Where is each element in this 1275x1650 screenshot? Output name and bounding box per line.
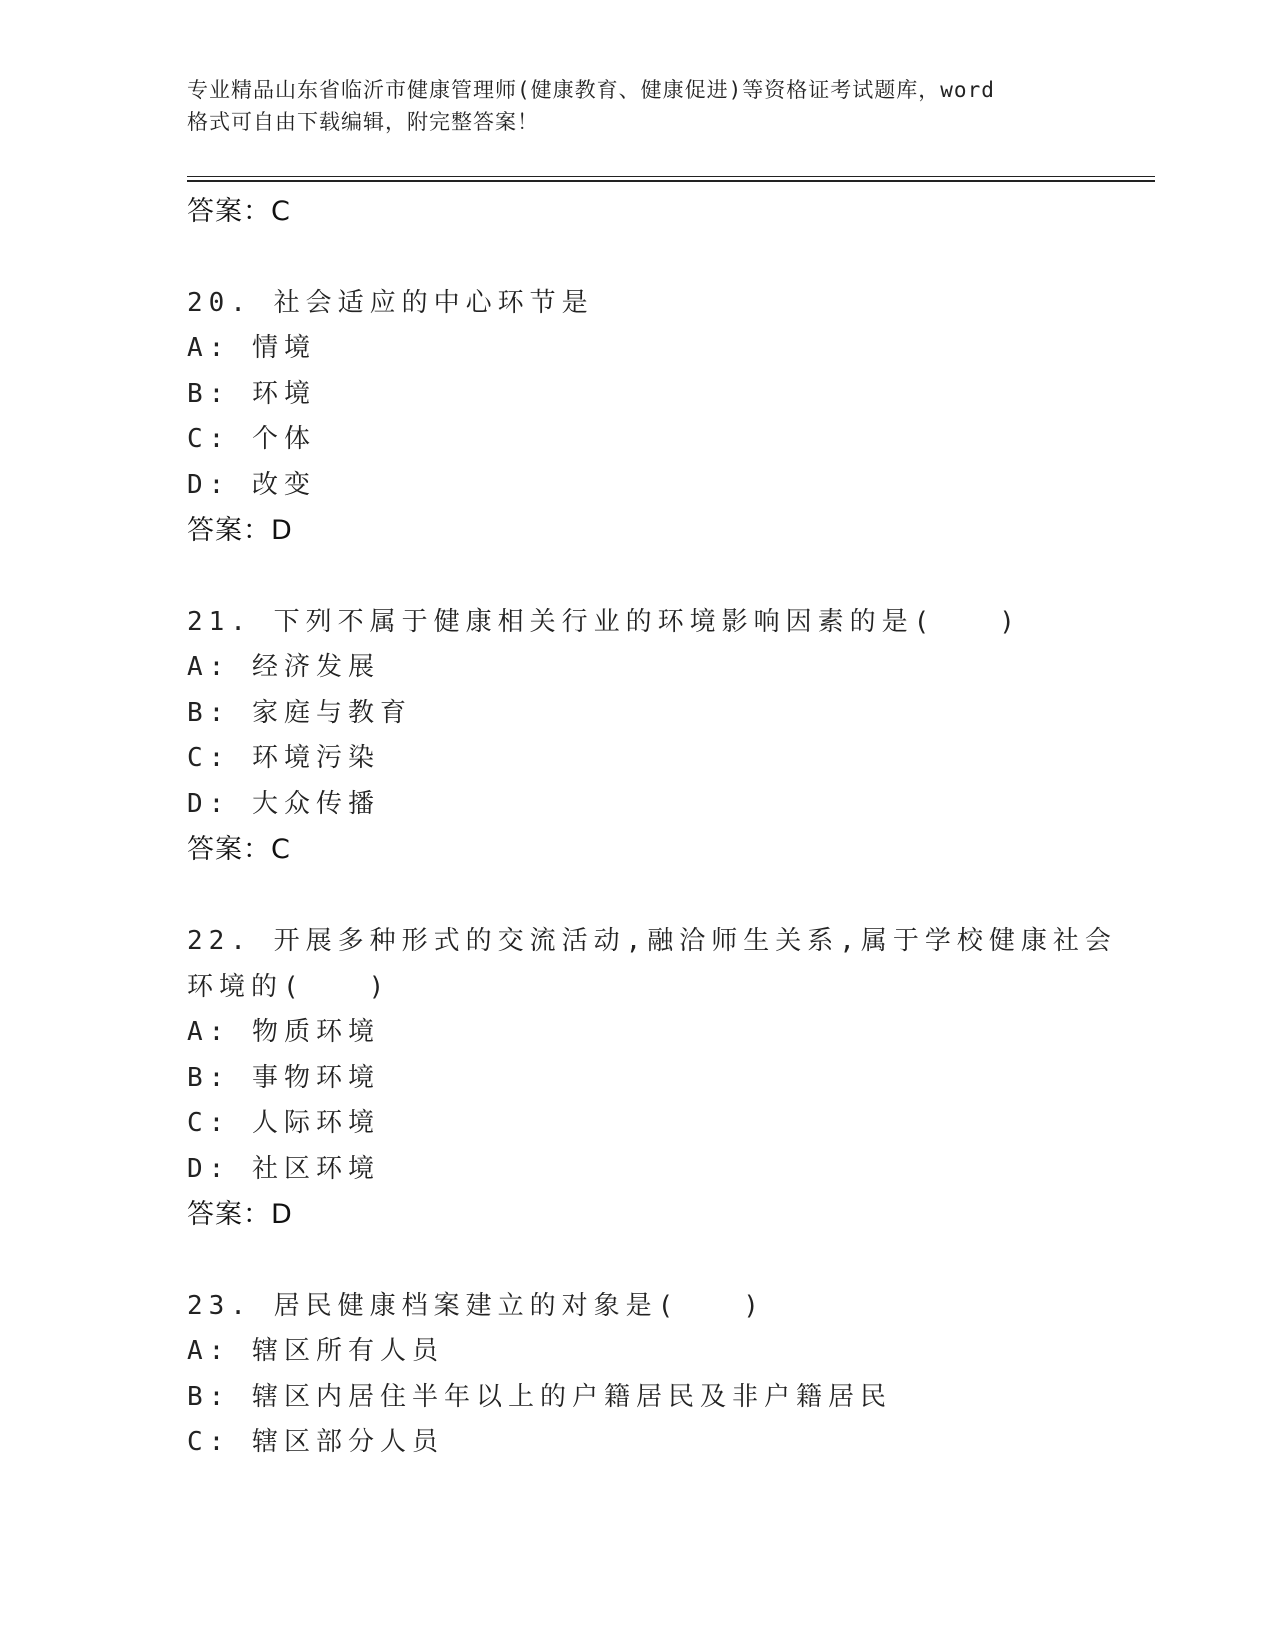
question-text: 21. 下列不属于健康相关行业的环境影响因素的是( ) [187,607,1021,637]
question-text: 22. 开展多种形式的交流活动,融洽师生关系,属于学校健康社会环境的( ) [187,926,1117,1002]
document-body [187,189,1117,1466]
header-rule-thick [187,180,1155,182]
header-line-1: 专业精品山东省临沂市健康管理师(健康教育、健康促进)等资格证考试题库，word [187,78,995,102]
header-rule-thin [187,176,1155,177]
question-block-20 [187,280,1117,554]
option-d: D: 社区环境 [187,1153,380,1184]
option-c: C: 辖区部分人员 [187,1427,444,1457]
question-text: 23. 居民健康档案建立的对象是( ) [187,1291,765,1321]
option-a: A: 经济发展 [187,652,380,682]
option-b: B: 环境 [187,378,316,409]
header-line-2: 格式可自由下载编辑，附完整答案！ [187,110,539,134]
option-b: B: 辖区内居住半年以上的户籍居民及非户籍居民 [187,1381,892,1412]
question-block-23 [187,1283,1117,1466]
document-header [187,74,1087,138]
option-b: B: 家庭与教育 [187,697,412,728]
option-a: A: 辖区所有人员 [187,1336,444,1366]
question-text: 20. 社会适应的中心环节是 [187,288,594,318]
option-c: C: 人际环境 [187,1108,380,1138]
answer-line: 答案：D [187,1199,293,1230]
option-b: B: 事物环境 [187,1062,380,1093]
option-c: C: 环境污染 [187,743,380,773]
option-d: D: 改变 [187,469,316,500]
question-block-22 [187,918,1117,1238]
option-a: A: 物质环境 [187,1017,380,1047]
question-block-21 [187,599,1117,873]
option-a: A: 情境 [187,333,316,363]
answer-line: 答案：D [187,515,293,546]
answer-line: 答案：C [187,196,291,227]
answer-line: 答案：C [187,834,291,865]
option-d: D: 大众传播 [187,788,380,819]
option-c: C: 个体 [187,424,316,454]
